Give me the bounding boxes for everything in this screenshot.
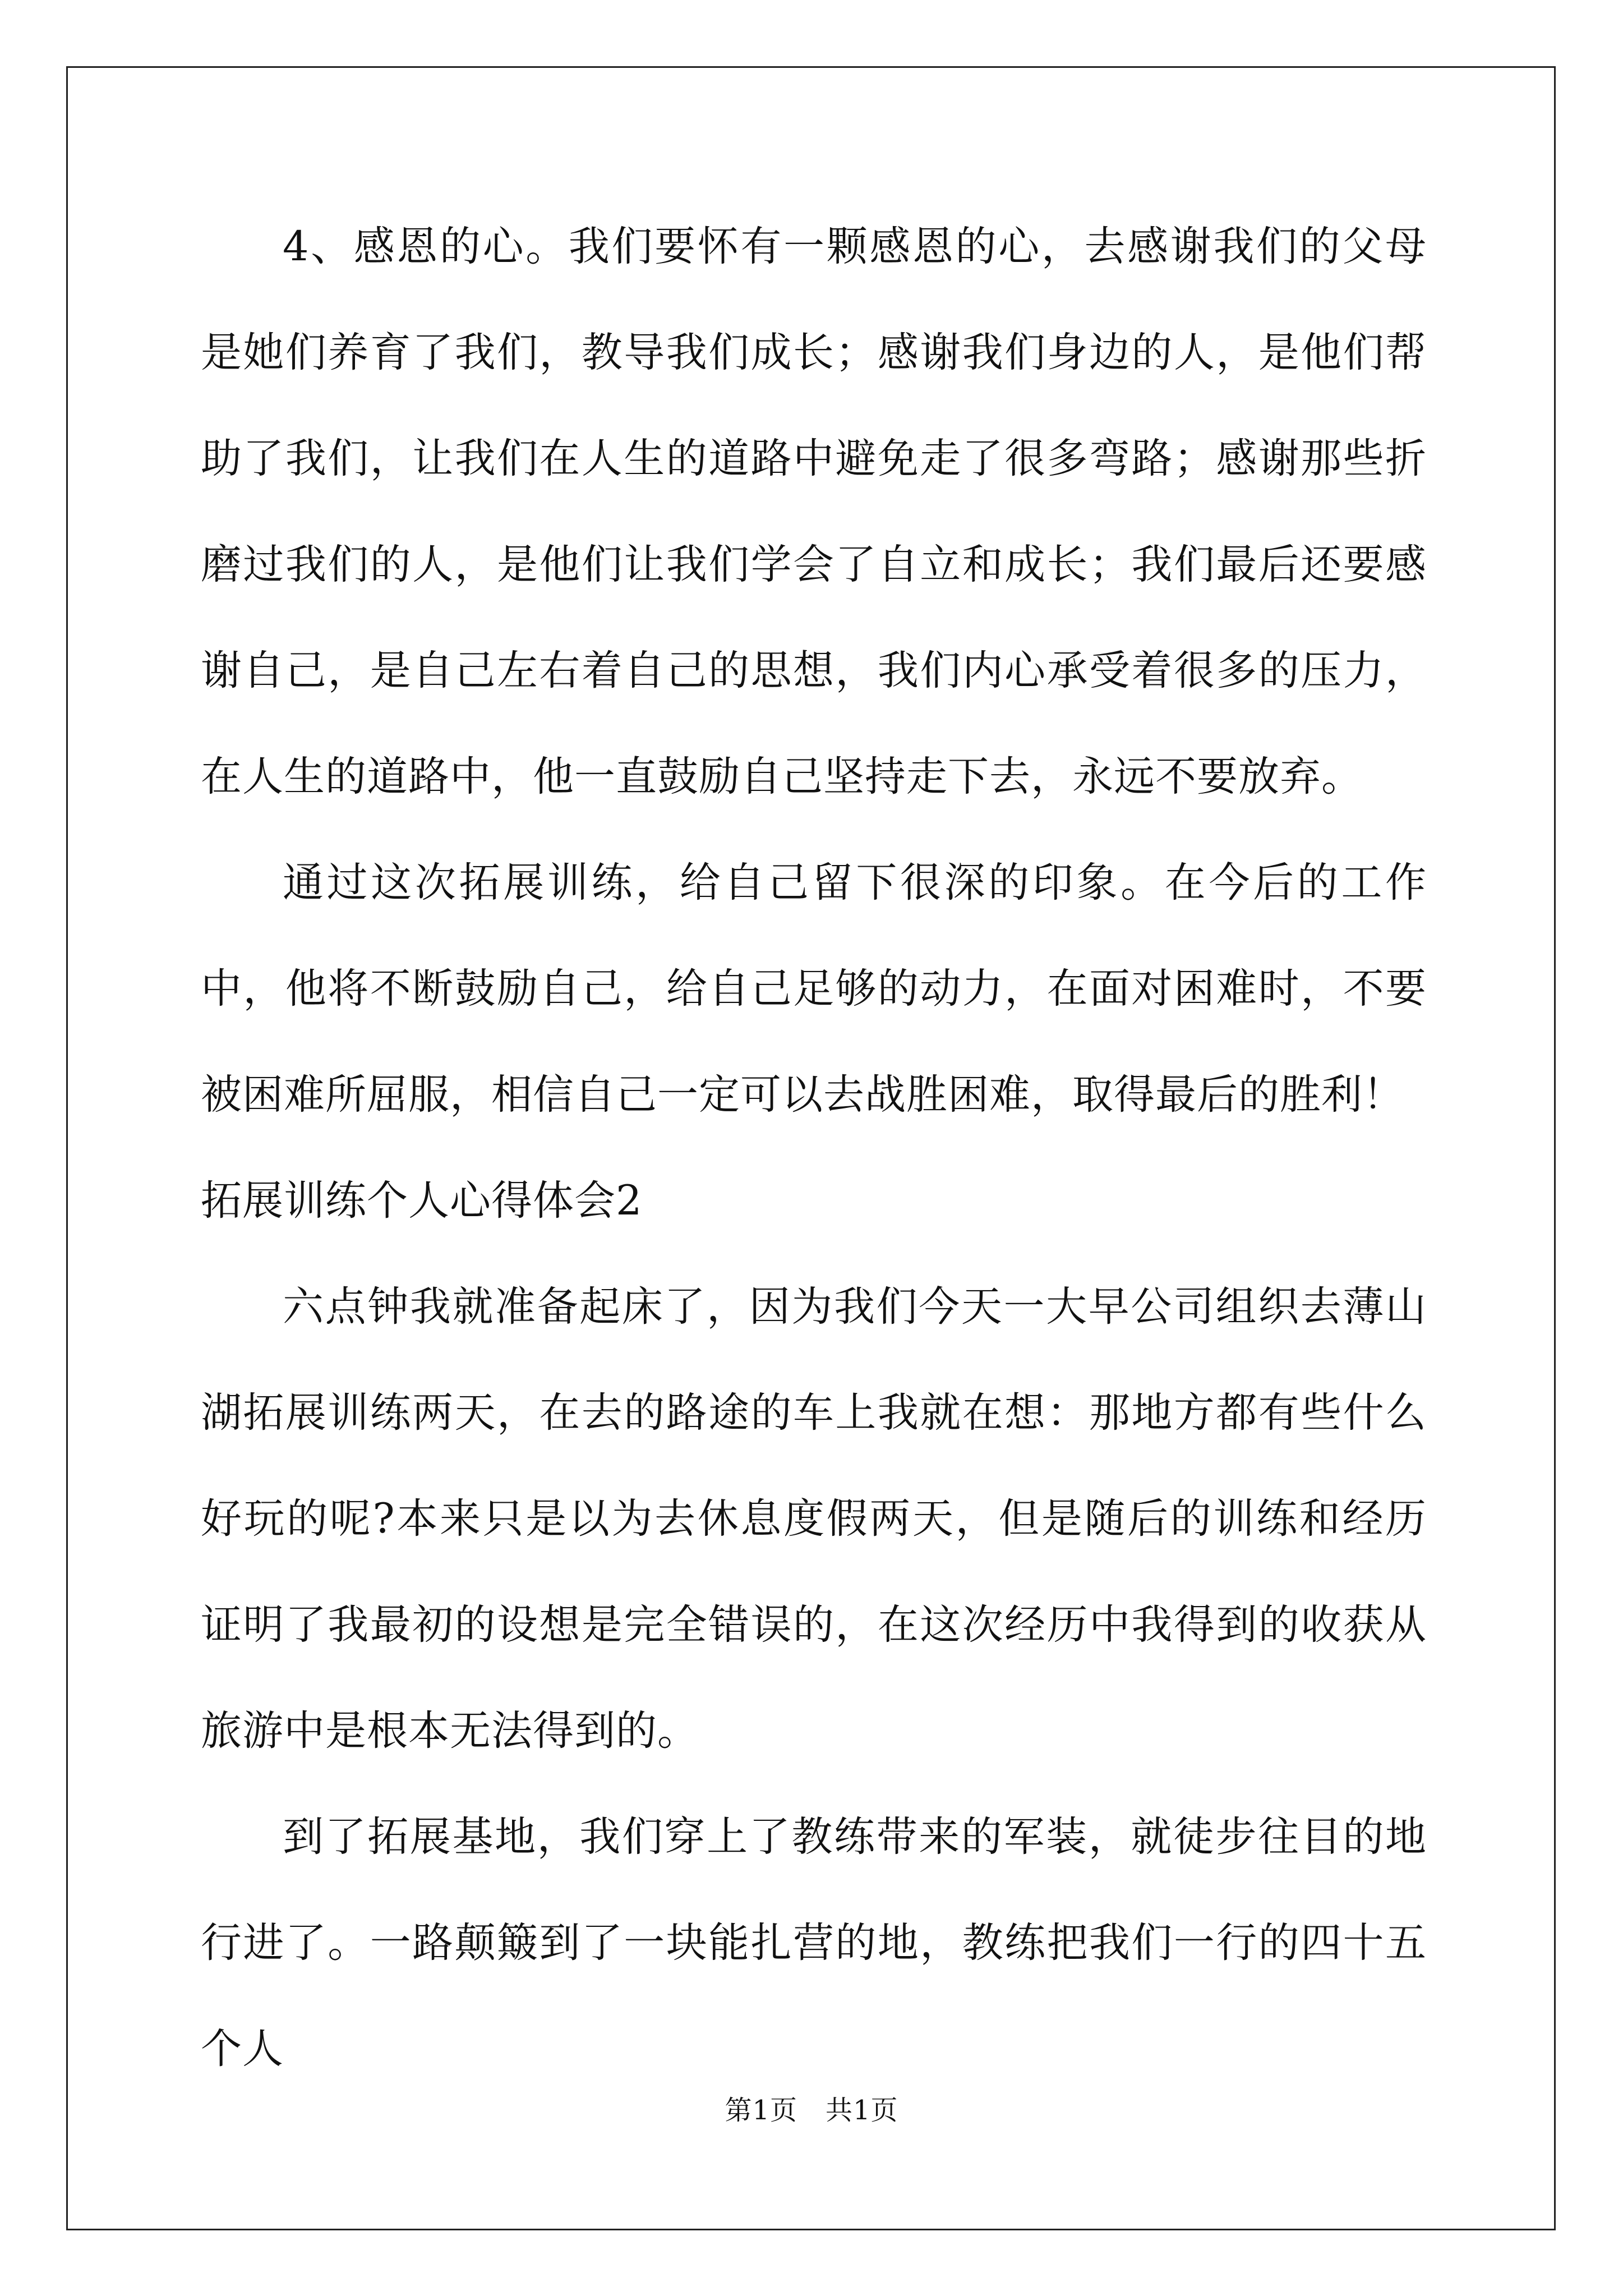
- paragraph-morning: 六点钟我就准备起床了，因为我们今天一大早公司组织去薄山湖拓展训练两天，在去的路途的车上我就在想：那地方都有些什么好玩的呢?本来只是以为去休息度假两天，但是随后的训练和经历证明了我最初的设想是完全错误的，在这次经历中我得到的收获从旅游中是根本无法得到的。: [201, 1283, 1427, 1755]
- section-heading: 拓展训练个人心得体会2: [201, 1177, 643, 1225]
- page-number-current: 第1页: [725, 2095, 797, 2126]
- paragraph-base-camp: 到了拓展基地，我们穿上了教练带来的军装，就徒步往目的地行进了。一路颠簸到了一块能扎营的地，教练把我们一行的四十五个人: [201, 1813, 1427, 2073]
- page-footer: [0, 2093, 1623, 2127]
- paragraph-summary: 通过这次拓展训练，给自己留下很深的印象。在今后的工作中，他将不断鼓励自己，给自己足够的动力，在面对困难时，不要被困难所屈服，相信自己一定可以去战胜困难，取得最后的胜利！: [201, 859, 1427, 1119]
- paragraph-gratitude: 4、感恩的心。我们要怀有一颗感恩的心，去感谢我们的父母是她们养育了我们，教导我们成长；感谢我们身边的人，是他们帮助了我们，让我们在人生的道路中避免走了很多弯路；感谢那些折磨过我们的人，是他们让我们学会了自立和成长；我们最后还要感谢自己，是自己左右着自己的思想，我们内心承受着很多的压力，在人生的道路中，他一直鼓励自己坚持走下去，永远不要放弃。: [201, 223, 1427, 800]
- document-body: [201, 194, 1427, 2102]
- page-number-total: 共1页: [826, 2095, 898, 2126]
